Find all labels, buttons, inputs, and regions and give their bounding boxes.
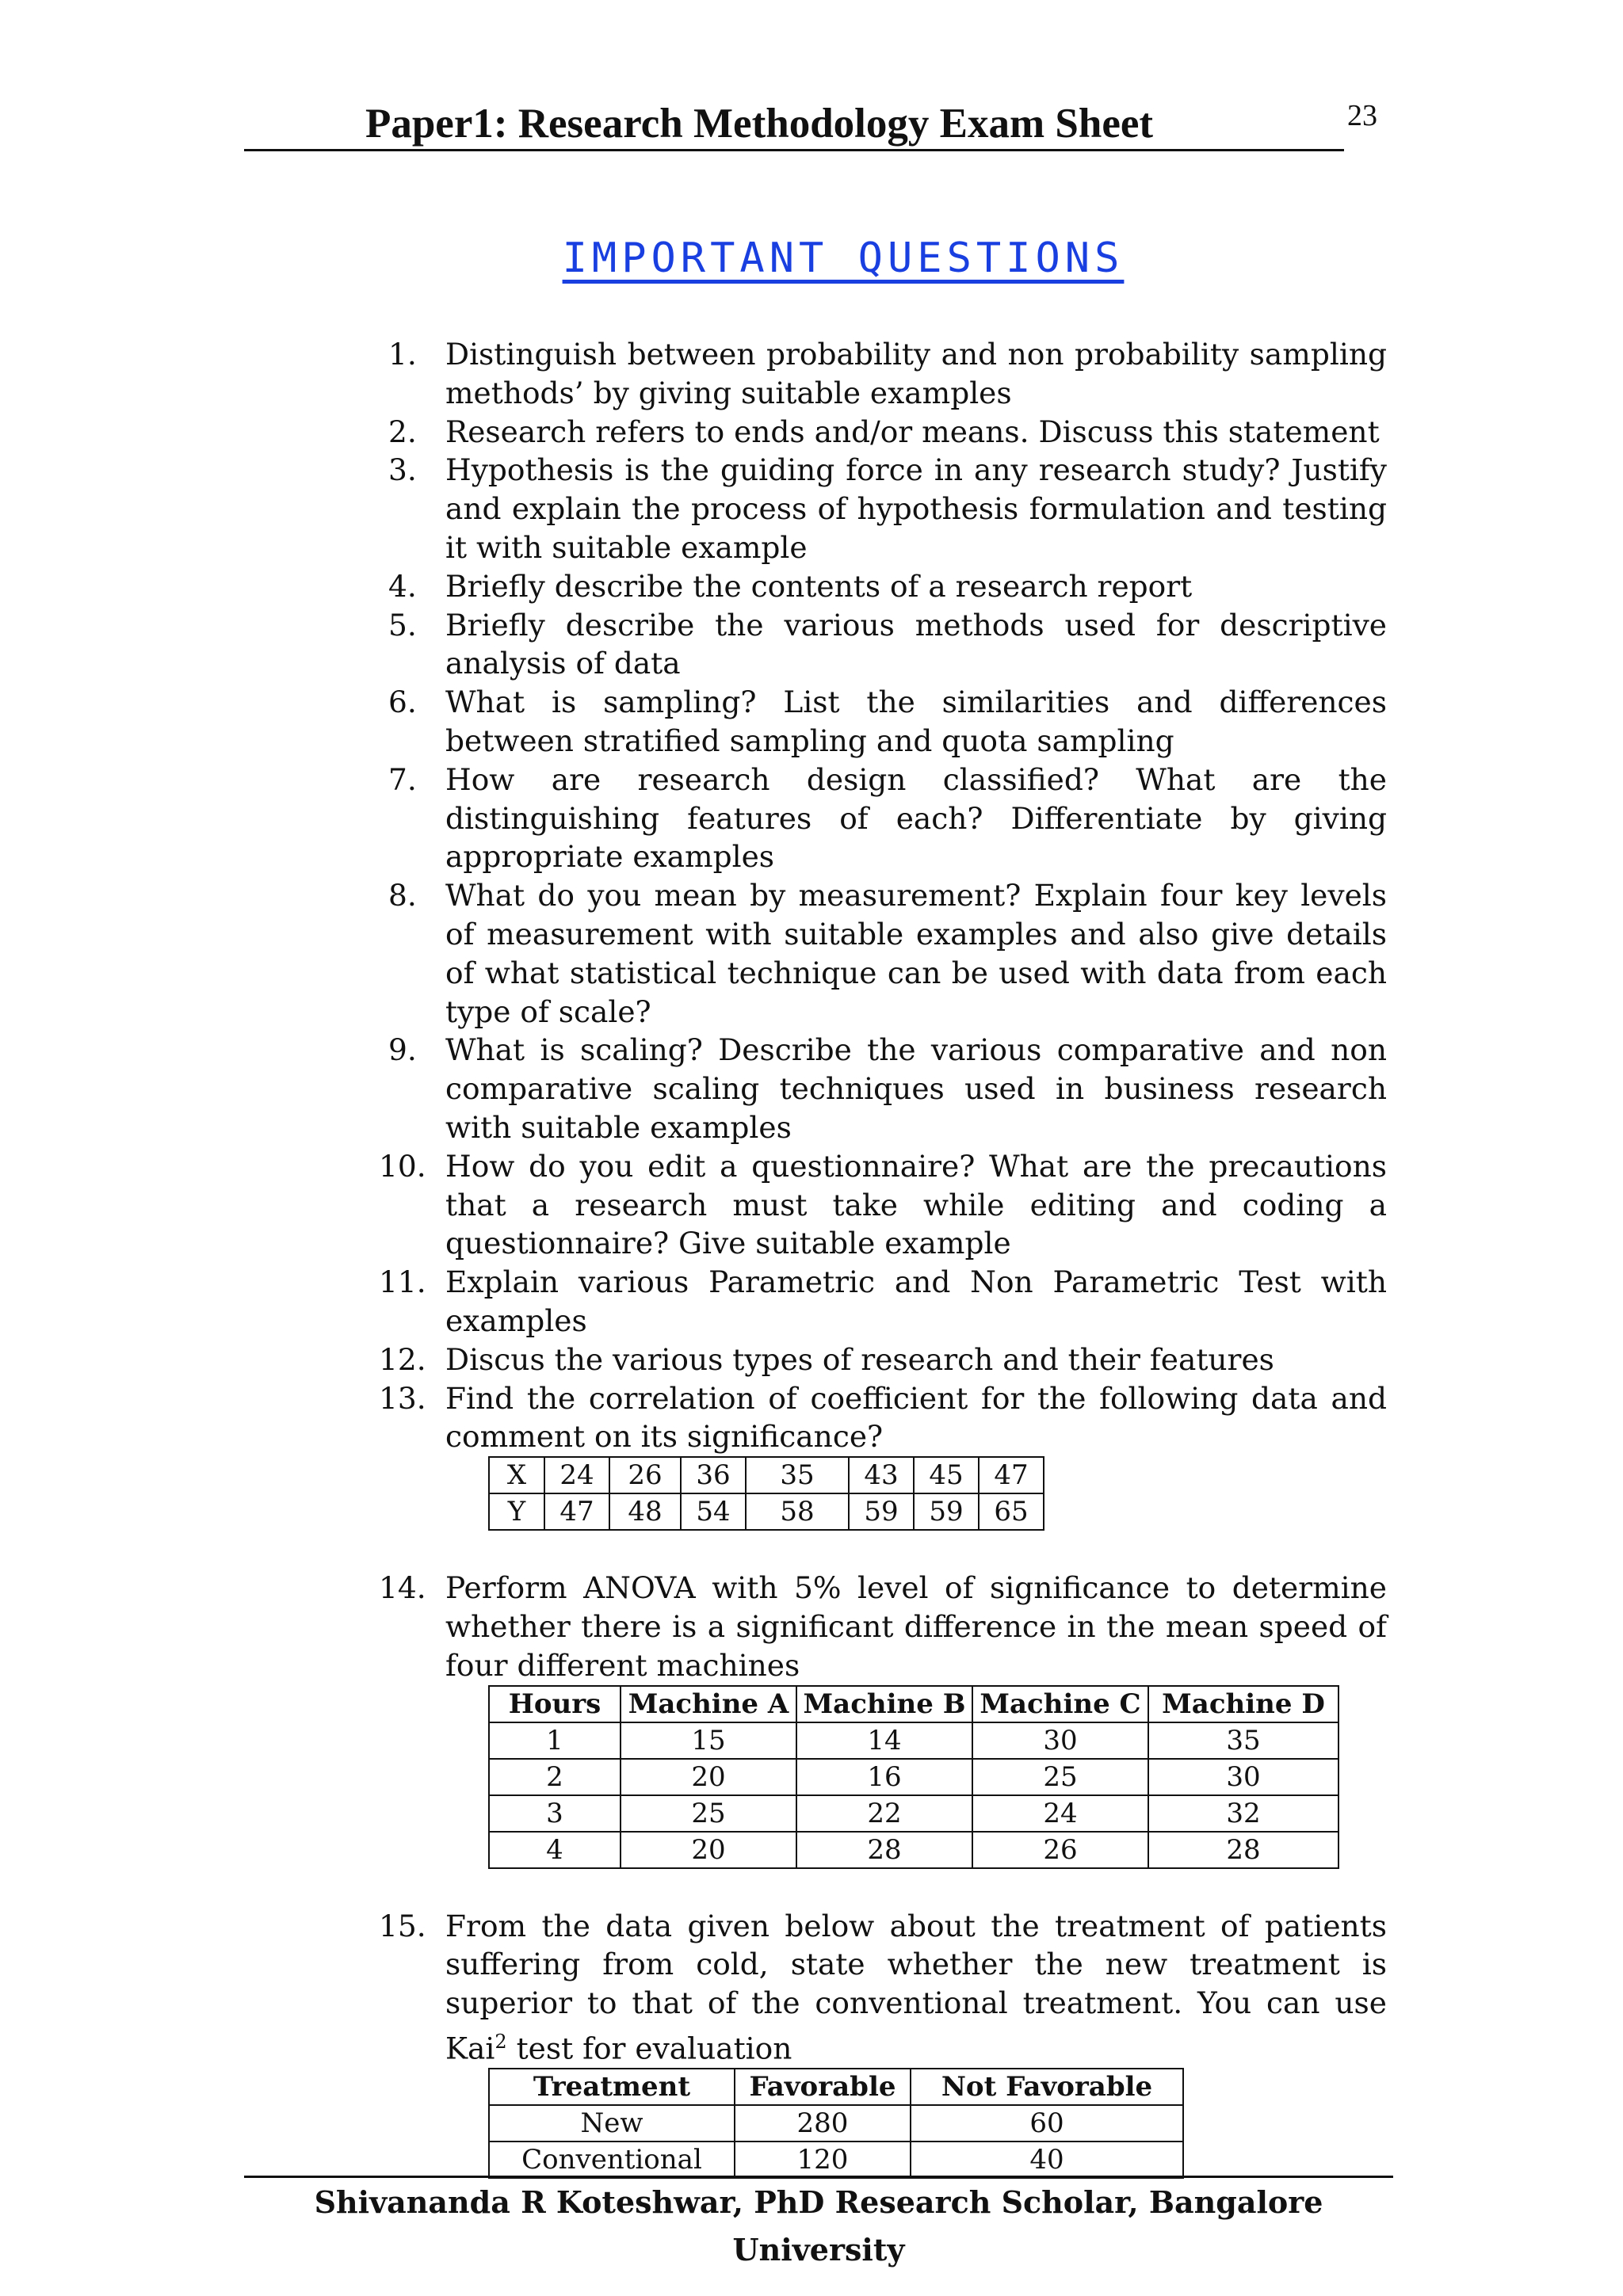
question-number: 8. xyxy=(388,878,417,913)
question-number: 12. xyxy=(379,1341,426,1377)
table-cell: 1 xyxy=(489,1722,621,1759)
table-cell: 32 xyxy=(1148,1795,1338,1832)
table-cell: 26 xyxy=(609,1457,681,1493)
table-cell: 3 xyxy=(489,1795,621,1832)
table-cell: 25 xyxy=(621,1795,796,1832)
question-text: Discus the various types of research and their features xyxy=(445,1341,1274,1377)
question-item xyxy=(388,1031,1387,1146)
table-cell: 16 xyxy=(796,1759,972,1795)
table-header-row xyxy=(489,2069,1183,2105)
question-item xyxy=(379,1341,1387,1379)
table-cell: 35 xyxy=(1148,1722,1338,1759)
table-cell: 36 xyxy=(681,1457,746,1493)
question-item xyxy=(388,413,1387,452)
question-text: Perform ANOVA with 5% level of significance to determine whether there is a significant difference in the mean speed of four different machines xyxy=(445,1570,1387,1683)
footer-divider xyxy=(244,2176,1393,2178)
treatment-data-table xyxy=(488,2068,1184,2179)
question-item xyxy=(379,1907,1387,2180)
question-text: From the data given below about the treatment of patients suffering from cold, state whether the new treatment is superior to that of the conventional treatment. You can use Kai xyxy=(445,1908,1387,2066)
question-text: Research refers to ends and/or means. Discuss this statement xyxy=(445,414,1380,449)
question-number: 3. xyxy=(388,452,417,488)
question-text: test for evaluation xyxy=(506,2031,792,2066)
table-header-row xyxy=(489,1686,1338,1722)
table-cell: 48 xyxy=(609,1493,681,1530)
question-item xyxy=(388,683,1387,761)
section-heading: IMPORTANT QUESTIONS xyxy=(562,235,1125,282)
table-cell: 4 xyxy=(489,1832,621,1868)
table-header-cell: Hours xyxy=(489,1686,621,1722)
table-cell: 24 xyxy=(972,1795,1148,1832)
question-number: 2. xyxy=(388,414,417,449)
question-number: 15. xyxy=(379,1908,426,1943)
question-item xyxy=(379,1263,1387,1341)
question-text: What do you mean by measurement? Explain four key levels of measurement with suitable examples and also give details of what statistical technique can be used with data from each type of scale? xyxy=(445,878,1387,1029)
table-cell: 25 xyxy=(972,1759,1148,1795)
table-cell: 15 xyxy=(621,1722,796,1759)
question-text: Hypothesis is the guiding force in any research study? Justify and explain the process of hypothesis formulation and testing it with suitable example xyxy=(445,452,1387,565)
question-text: What is sampling? List the similarities and differences between stratified sampling and quota sampling xyxy=(445,685,1387,758)
table-row xyxy=(489,1795,1338,1832)
table-cell: 58 xyxy=(746,1493,849,1530)
question-item xyxy=(388,451,1387,566)
question-text: Find the correlation of coefficient for the following data and comment on its significance? xyxy=(445,1380,1387,1455)
table-cell: 22 xyxy=(796,1795,972,1832)
table-header-cell: Favorable xyxy=(735,2069,911,2105)
table-row xyxy=(489,1457,1044,1493)
question-text: Explain various Parametric and Non Parametric Test with examples xyxy=(445,1264,1387,1338)
table-header-cell: Machine C xyxy=(972,1686,1148,1722)
table-cell: 47 xyxy=(979,1457,1044,1493)
table-cell: 65 xyxy=(979,1493,1044,1530)
question-text: How do you edit a questionnaire? What are the precautions that a research must take while editing and coding a questionnaire? Give suitable example xyxy=(445,1148,1387,1261)
table-cell: 14 xyxy=(796,1722,972,1759)
table-cell: 20 xyxy=(621,1759,796,1795)
table-cell: New xyxy=(489,2105,735,2142)
table-cell: 28 xyxy=(796,1832,972,1868)
question-list xyxy=(379,335,1387,2179)
question-number: 11. xyxy=(379,1264,426,1300)
question-item xyxy=(388,567,1387,606)
table-cell: 59 xyxy=(914,1493,979,1530)
table-cell: 45 xyxy=(914,1457,979,1493)
question-number: 14. xyxy=(379,1570,426,1606)
table-row xyxy=(489,1722,1338,1759)
table-header-cell: Not Favorable xyxy=(911,2069,1183,2105)
question-text: How are research design classified? What are the distinguishing features of each? Differentiate by giving appropriate examples xyxy=(445,761,1387,875)
table-cell: 20 xyxy=(621,1832,796,1868)
table-cell: 35 xyxy=(746,1457,849,1493)
question-number: 6. xyxy=(388,685,417,720)
table-row xyxy=(489,1493,1044,1530)
table-cell: 40 xyxy=(911,2142,1183,2178)
question-text: Briefly describe the various methods used for descriptive analysis of data xyxy=(445,607,1387,681)
table-cell: 280 xyxy=(735,2105,911,2142)
page-header-title: Paper1: Research Methodology Exam Sheet xyxy=(365,101,1154,147)
table-row xyxy=(489,2142,1183,2178)
question-number: 5. xyxy=(388,607,417,643)
question-text: Briefly describe the contents of a research report xyxy=(445,568,1193,604)
table-header-cell: Treatment xyxy=(489,2069,735,2105)
question-item xyxy=(379,1569,1387,1906)
superscript: 2 xyxy=(495,2030,507,2053)
table-cell: 28 xyxy=(1148,1832,1338,1868)
table-header-cell: Machine A xyxy=(621,1686,796,1722)
table-cell: 2 xyxy=(489,1759,621,1795)
table-cell: Y xyxy=(489,1493,544,1530)
table-header-cell: Machine B xyxy=(796,1686,972,1722)
table-header-cell: Machine D xyxy=(1148,1686,1338,1722)
question-number: 4. xyxy=(388,568,417,604)
question-number: 1. xyxy=(388,337,417,372)
table-cell: 54 xyxy=(681,1493,746,1530)
question-number: 10. xyxy=(379,1148,426,1184)
table-cell: 120 xyxy=(735,2142,911,2178)
table-row xyxy=(489,1832,1338,1868)
question-item xyxy=(388,335,1387,413)
question-number: 13. xyxy=(379,1380,426,1416)
question-number: 7. xyxy=(388,761,417,797)
table-cell: 59 xyxy=(849,1493,914,1530)
question-item xyxy=(388,606,1387,684)
page-number: 23 xyxy=(1347,99,1377,132)
question-text: Distinguish between probability and non probability sampling methods’ by giving suitable examples xyxy=(445,337,1387,410)
question-number: 9. xyxy=(388,1032,417,1068)
table-row xyxy=(489,1759,1338,1795)
question-item xyxy=(388,876,1387,1031)
question-item xyxy=(379,1147,1387,1263)
table-cell: 24 xyxy=(544,1457,609,1493)
header-divider xyxy=(244,149,1344,151)
question-item xyxy=(388,761,1387,876)
table-cell: 30 xyxy=(972,1722,1148,1759)
table-cell: 60 xyxy=(911,2105,1183,2142)
page-footer: Shivananda R Koteshwar, PhD Research Scholar, Bangalore University xyxy=(314,2184,1323,2267)
question-text: What is scaling? Describe the various comparative and non comparative scaling techniques used in business research with suitable examples xyxy=(445,1032,1387,1145)
table-cell: X xyxy=(489,1457,544,1493)
anova-data-table xyxy=(488,1685,1339,1869)
table-cell: 43 xyxy=(849,1457,914,1493)
table-cell: 30 xyxy=(1148,1759,1338,1795)
table-row xyxy=(489,2105,1183,2142)
question-item xyxy=(379,1379,1387,1569)
table-cell: Conventional xyxy=(489,2142,735,2178)
table-cell: 47 xyxy=(544,1493,609,1530)
correlation-data-table xyxy=(488,1456,1044,1531)
table-cell: 26 xyxy=(972,1832,1148,1868)
